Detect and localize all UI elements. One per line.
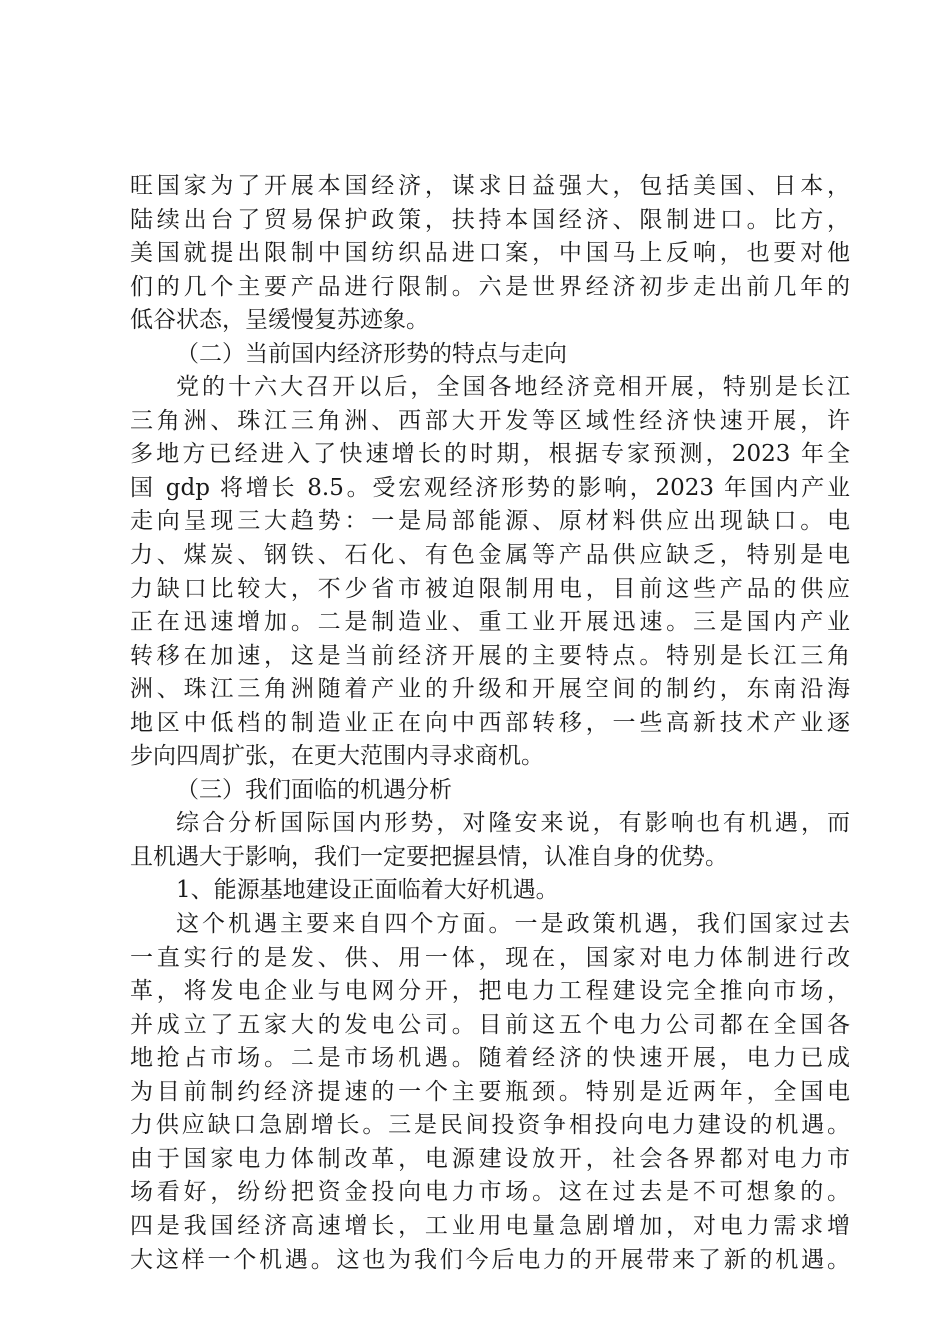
text-line: 转移在加速，这是当前经济开展的主要特点。特别是长江三角 <box>130 642 850 669</box>
text-line: 正在迅速增加。二是制造业、重工业开展迅速。三是国内产业 <box>130 609 850 636</box>
text-line: 力缺口比较大，不少省市被迫限制用电，目前这些产品的供应 <box>130 575 850 602</box>
section-heading: （二）当前国内经济形势的特点与走向 <box>176 340 567 367</box>
text-line: 大这样一个机遇。这也为我们今后电力的开展带来了新的机遇。 <box>130 1246 850 1273</box>
text-line: 美国就提出限制中国纺织品进口案，中国马上反响，也要对他 <box>130 240 850 267</box>
text-line: 革，将发电企业与电网分开，把电力工程建设完全推向市场， <box>130 978 850 1005</box>
body-text <box>130 170 850 1277</box>
text-line: 陆续出台了贸易保护政策，扶持本国经济、限制进口。比方， <box>130 206 850 233</box>
text-line: 国 gdp 将增长 8.5。受宏观经济形势的影响，2023 年国内产业 <box>130 474 850 501</box>
text-line: 步向四周扩张，在更大范围内寻求商机。 <box>130 743 544 770</box>
text-line: 旺国家为了开展本国经济，谋求日益强大，包括美国、日本， <box>130 173 850 199</box>
text-line: 四是我国经济高速增长，工业用电量急剧增加，对电力需求增 <box>130 1212 850 1239</box>
text-line: 这个机遇主要来自四个方面。一是政策机遇，我们国家过去 <box>176 911 850 938</box>
text-line: 走向呈现三大趋势：一是局部能源、原材料供应出现缺口。电 <box>130 508 850 535</box>
text-line: 并成立了五家大的发电公司。目前这五个电力公司都在全国各 <box>130 1011 850 1038</box>
text-line: 场看好，纷纷把资金投向电力市场。这在过去是不可想象的。 <box>130 1179 850 1206</box>
text-line: 力供应缺口急剧增长。三是民间投资争相投向电力建设的机遇。 <box>130 1112 850 1139</box>
text-line: 且机遇大于影响，我们一定要把握县情，认准自身的优势。 <box>130 843 728 870</box>
text-line: 综合分析国际国内形势，对隆安来说，有影响也有机遇，而 <box>176 810 850 837</box>
text-line: 们的几个主要产品进行限制。六是世界经济初步走出前几年的 <box>130 273 850 300</box>
text-line: 1、能源基地建设正面临着大好机遇。 <box>176 877 559 904</box>
text-line: 多地方已经进入了快速增长的时期，根据专家预测，2023 年全 <box>130 441 850 468</box>
text-line: 一直实行的是发、供、用一体，现在，国家对电力体制进行改 <box>130 944 850 971</box>
text-line: 由于国家电力体制改革，电源建设放开，社会各界都对电力市 <box>130 1145 850 1172</box>
text-line: 地抢占市场。二是市场机遇。随着经济的快速开展，电力已成 <box>130 1045 850 1072</box>
section-heading: （三）我们面临的机遇分析 <box>176 776 452 803</box>
text-line: 为目前制约经济提速的一个主要瓶颈。特别是近两年，全国电 <box>130 1078 850 1105</box>
text-line: 党的十六大召开以后，全国各地经济竞相开展，特别是长江 <box>176 374 850 401</box>
text-line: 三角洲、珠江三角洲、西部大开发等区域性经济快速开展，许 <box>130 407 850 434</box>
text-line: 力、煤炭、钢铁、石化、有色金属等产品供应缺乏，特别是电 <box>130 542 850 569</box>
text-line: 洲、珠江三角洲随着产业的升级和开展空间的制约，东南沿海 <box>130 676 850 703</box>
text-line: 地区中低档的制造业正在向中西部转移，一些高新技术产业逐 <box>130 709 850 736</box>
text-line: 低谷状态，呈缓慢复苏迹象。 <box>130 307 429 334</box>
